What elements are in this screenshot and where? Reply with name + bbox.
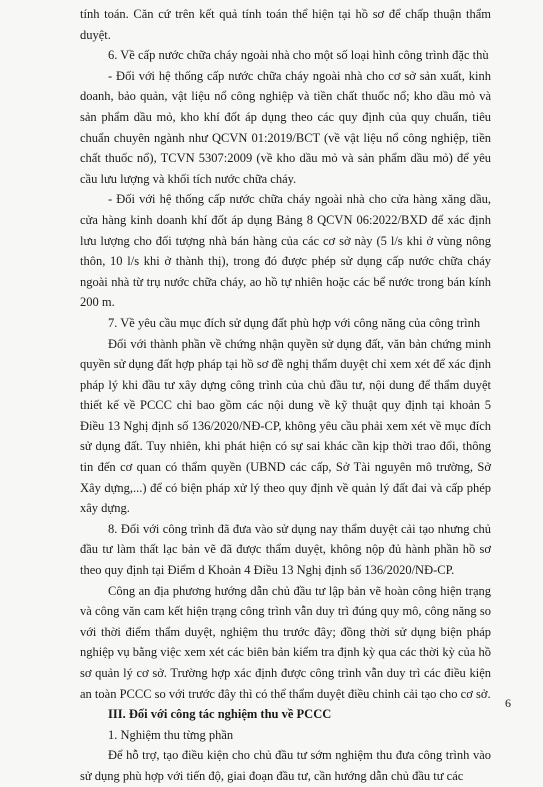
paragraph: tính toán. Căn cứ trên kết quả tính toán thể hiện tại hồ sơ để chấp thuận thẩm duyệt. (80, 7, 491, 42)
paragraph: Để hỗ trợ, tạo điều kiện cho chủ đầu tư sớm nghiệm thu đưa công trình vào sử dụng phù hợp với tiến độ, giai đoạn đầu tư, cần hướng dẫn chủ đầu tư các (80, 748, 491, 783)
paragraph: Đối với thành phần về chứng nhận quyền sử dụng đất, văn bản chứng minh quyền sử dụng đất hợp pháp tại hồ sơ đề nghị thẩm duyệt chỉ xem xét để xác định pháp lý khi đầu tư xây dựng công trình của chủ đầu tư, nội dung để thẩm duyệt thiết kế về PCCC chỉ bao gồm các nội dung về kỹ thuật quy định tại khoản 5 Điều 13 Nghị định số 136/2020/NĐ-CP, không yêu cầu phải xem xét về mục đích sử dụng đất. Tuy nhiên, khi phát hiện có sự sai khác cần kịp thời trao đổi, thông tin đến cơ quan có thẩm quyền (UBND các cấp, Sở Tài nguyên mô trường, Sở Xây dựng,...) để có biện pháp xử lý theo quy định về quản lý đất đai và cấp phép xây dựng. (80, 336, 491, 516)
section-heading: III. Đối với công tác nghiệm thu về PCCC (108, 707, 332, 722)
paragraph: Công an địa phương hướng dẫn chủ đầu tư lập bản vẽ hoàn công hiện trạng và công văn cam kết hiện trạng công trình vẫn duy trì đúng quy mô, công năng so với thời điểm thẩm duyệt, nghiệm thu trước đây; đồng thời sử dụng biện pháp nghiệp vụ bằng việc xem xét các biên bản kiểm tra định kỳ qua các thời kỳ của hồ sơ quản lý cơ sở. Trường hợp xác định được công trình vẫn duy trì các điều kiện an toàn PCCC so với trước đây thì có thể thẩm duyệt điều chỉnh cải tạo cho cơ sở. (80, 583, 491, 701)
page-number: 6 (505, 696, 511, 710)
paragraph: - Đối với hệ thống cấp nước chữa cháy ngoài nhà cho cửa hàng xăng dầu, cửa hàng kinh doanh khí đốt áp dụng Bảng 8 QCVN 06:2022/BXD để xác định lưu lượng cho đối tượng nhà bán hàng của các cơ sở này (5 l/s khi ở vùng nông thôn, 10 l/s khi ở thành thị), trong đó được phép sử dụng cấp nước chữa cháy ngoài nhà từ trụ nước chữa cháy, ao hồ tự nhiên hoặc các bể nước trong bán kính 200 m. (80, 192, 491, 310)
document-body (80, 4, 491, 787)
paragraph: - Đối với hệ thống cấp nước chữa cháy ngoài nhà cho cơ sở sản xuất, kinh doanh, bảo quản, vật liệu nổ công nghiệp và tiền chất thuốc nổ; kho dầu mỏ và sản phẩm dầu mỏ, kho khí đốt áp dụng theo các quy định của quy chuẩn, tiêu chuẩn chuyên ngành như QCVN 01:2019/BCT (về vật liệu nổ công nghiệp, tiền chất thuốc nổ), TCVN 5307:2009 (về kho dầu mỏ và sản phẩm dầu mỏ) để yêu cầu lưu lượng và khối tích nước chữa cháy. (80, 68, 491, 186)
paragraph: 8. Đối với công trình đã đưa vào sử dụng nay thẩm duyệt cải tạo nhưng chủ đầu tư làm thất lạc bản vẽ đã được thẩm duyệt, không nộp đủ hành phần hồ sơ theo quy định tại Điểm d Khoản 4 Điều 13 Nghị định số 136/2020/NĐ-CP. (80, 521, 491, 578)
paragraph: 7. Về yêu cầu mục đích sử dụng đất phù hợp với công năng của công trình (108, 315, 481, 330)
paragraph: 1. Nghiệm thu từng phần (108, 727, 234, 742)
paragraph: 6. Về cấp nước chữa cháy ngoài nhà cho một số loại hình công trình đặc thù (108, 48, 489, 63)
